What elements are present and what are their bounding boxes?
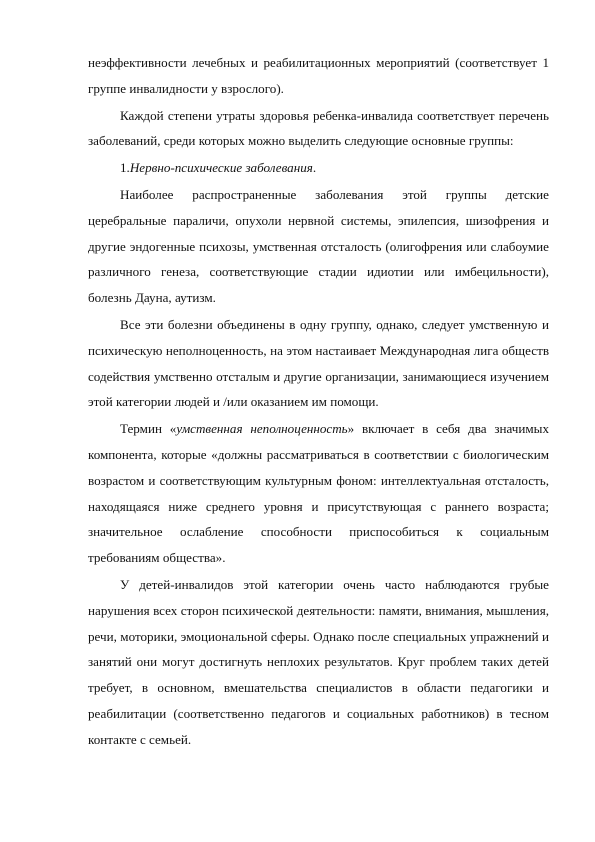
paragraph-text: неэффективности лечебных и реабилитационных мероприятий (соответствует 1 группе инвалидности у взрослого). — [88, 55, 549, 96]
paragraph-disorders — [88, 572, 549, 753]
paragraph-list-item-1 — [88, 155, 549, 181]
paragraph-text: Все эти болезни объединены в одну группу, однако, следует умственную и психическую неполноценность, на этом настаивает Международная лига обществ содействия умственно отсталым и другие организации, занимающиеся изучением этой категории людей и /или оказанием им помощи. — [88, 316, 549, 410]
paragraph-continuation — [88, 50, 549, 102]
paragraph-common-diseases — [88, 182, 549, 311]
paragraph-text: У детей-инвалидов этой категории очень часто наблюдаются грубые нарушения всех сторон психической деятельности: памяти, внимания, мышления, речи, моторики, эмоциональной сферы. Однако после специальных упражнений и занятий они могут достигнуть неплохих результатов. Круг проблем таких детей требует, в основном, вмешательства специалистов в области педагогики и реабилитации (соответственно педагогов и социальных работников) в тесном контакте с семьей. — [88, 576, 549, 747]
paragraph-text: Каждой степени утраты здоровья ребенка-инвалида соответствует перечень заболеваний, среди которых можно выделить следующие основные группы: — [88, 107, 549, 149]
paragraph-text-rest: » включает в себя два значимых компонента, которые «должны рассматриваться в соответствии с биологическим возрастом и соответствующим культурным фоном: интеллектуальная отсталость, находящаяся ниже среднего уровня и присутствующая с раннего возраста; значительное ослабление способности приспособиться к социальным требованиям общества». — [88, 421, 550, 566]
paragraph-grouping — [88, 312, 549, 415]
list-item-period: . — [312, 160, 317, 176]
list-number: 1. — [120, 160, 130, 176]
paragraph-text: Наиболее распространенные заболевания этой группы детские церебральные параличи, опухоли нервной системы, эпилепсия, шизофрения и другие эндогенные психозы, умственная отсталость (олигофрения или слабоумие различного генеза, соответствующие стадии идиотии или имбецильности), болезнь Дауна, аутизм. — [88, 186, 549, 306]
paragraph-health-loss — [88, 103, 549, 155]
paragraph-text-start: Термин « — [120, 421, 177, 437]
list-item-title: Нервно-психические заболевания — [129, 160, 313, 176]
paragraph-term-definition — [88, 416, 549, 571]
term-italic: умственная неполноценность — [176, 421, 348, 437]
